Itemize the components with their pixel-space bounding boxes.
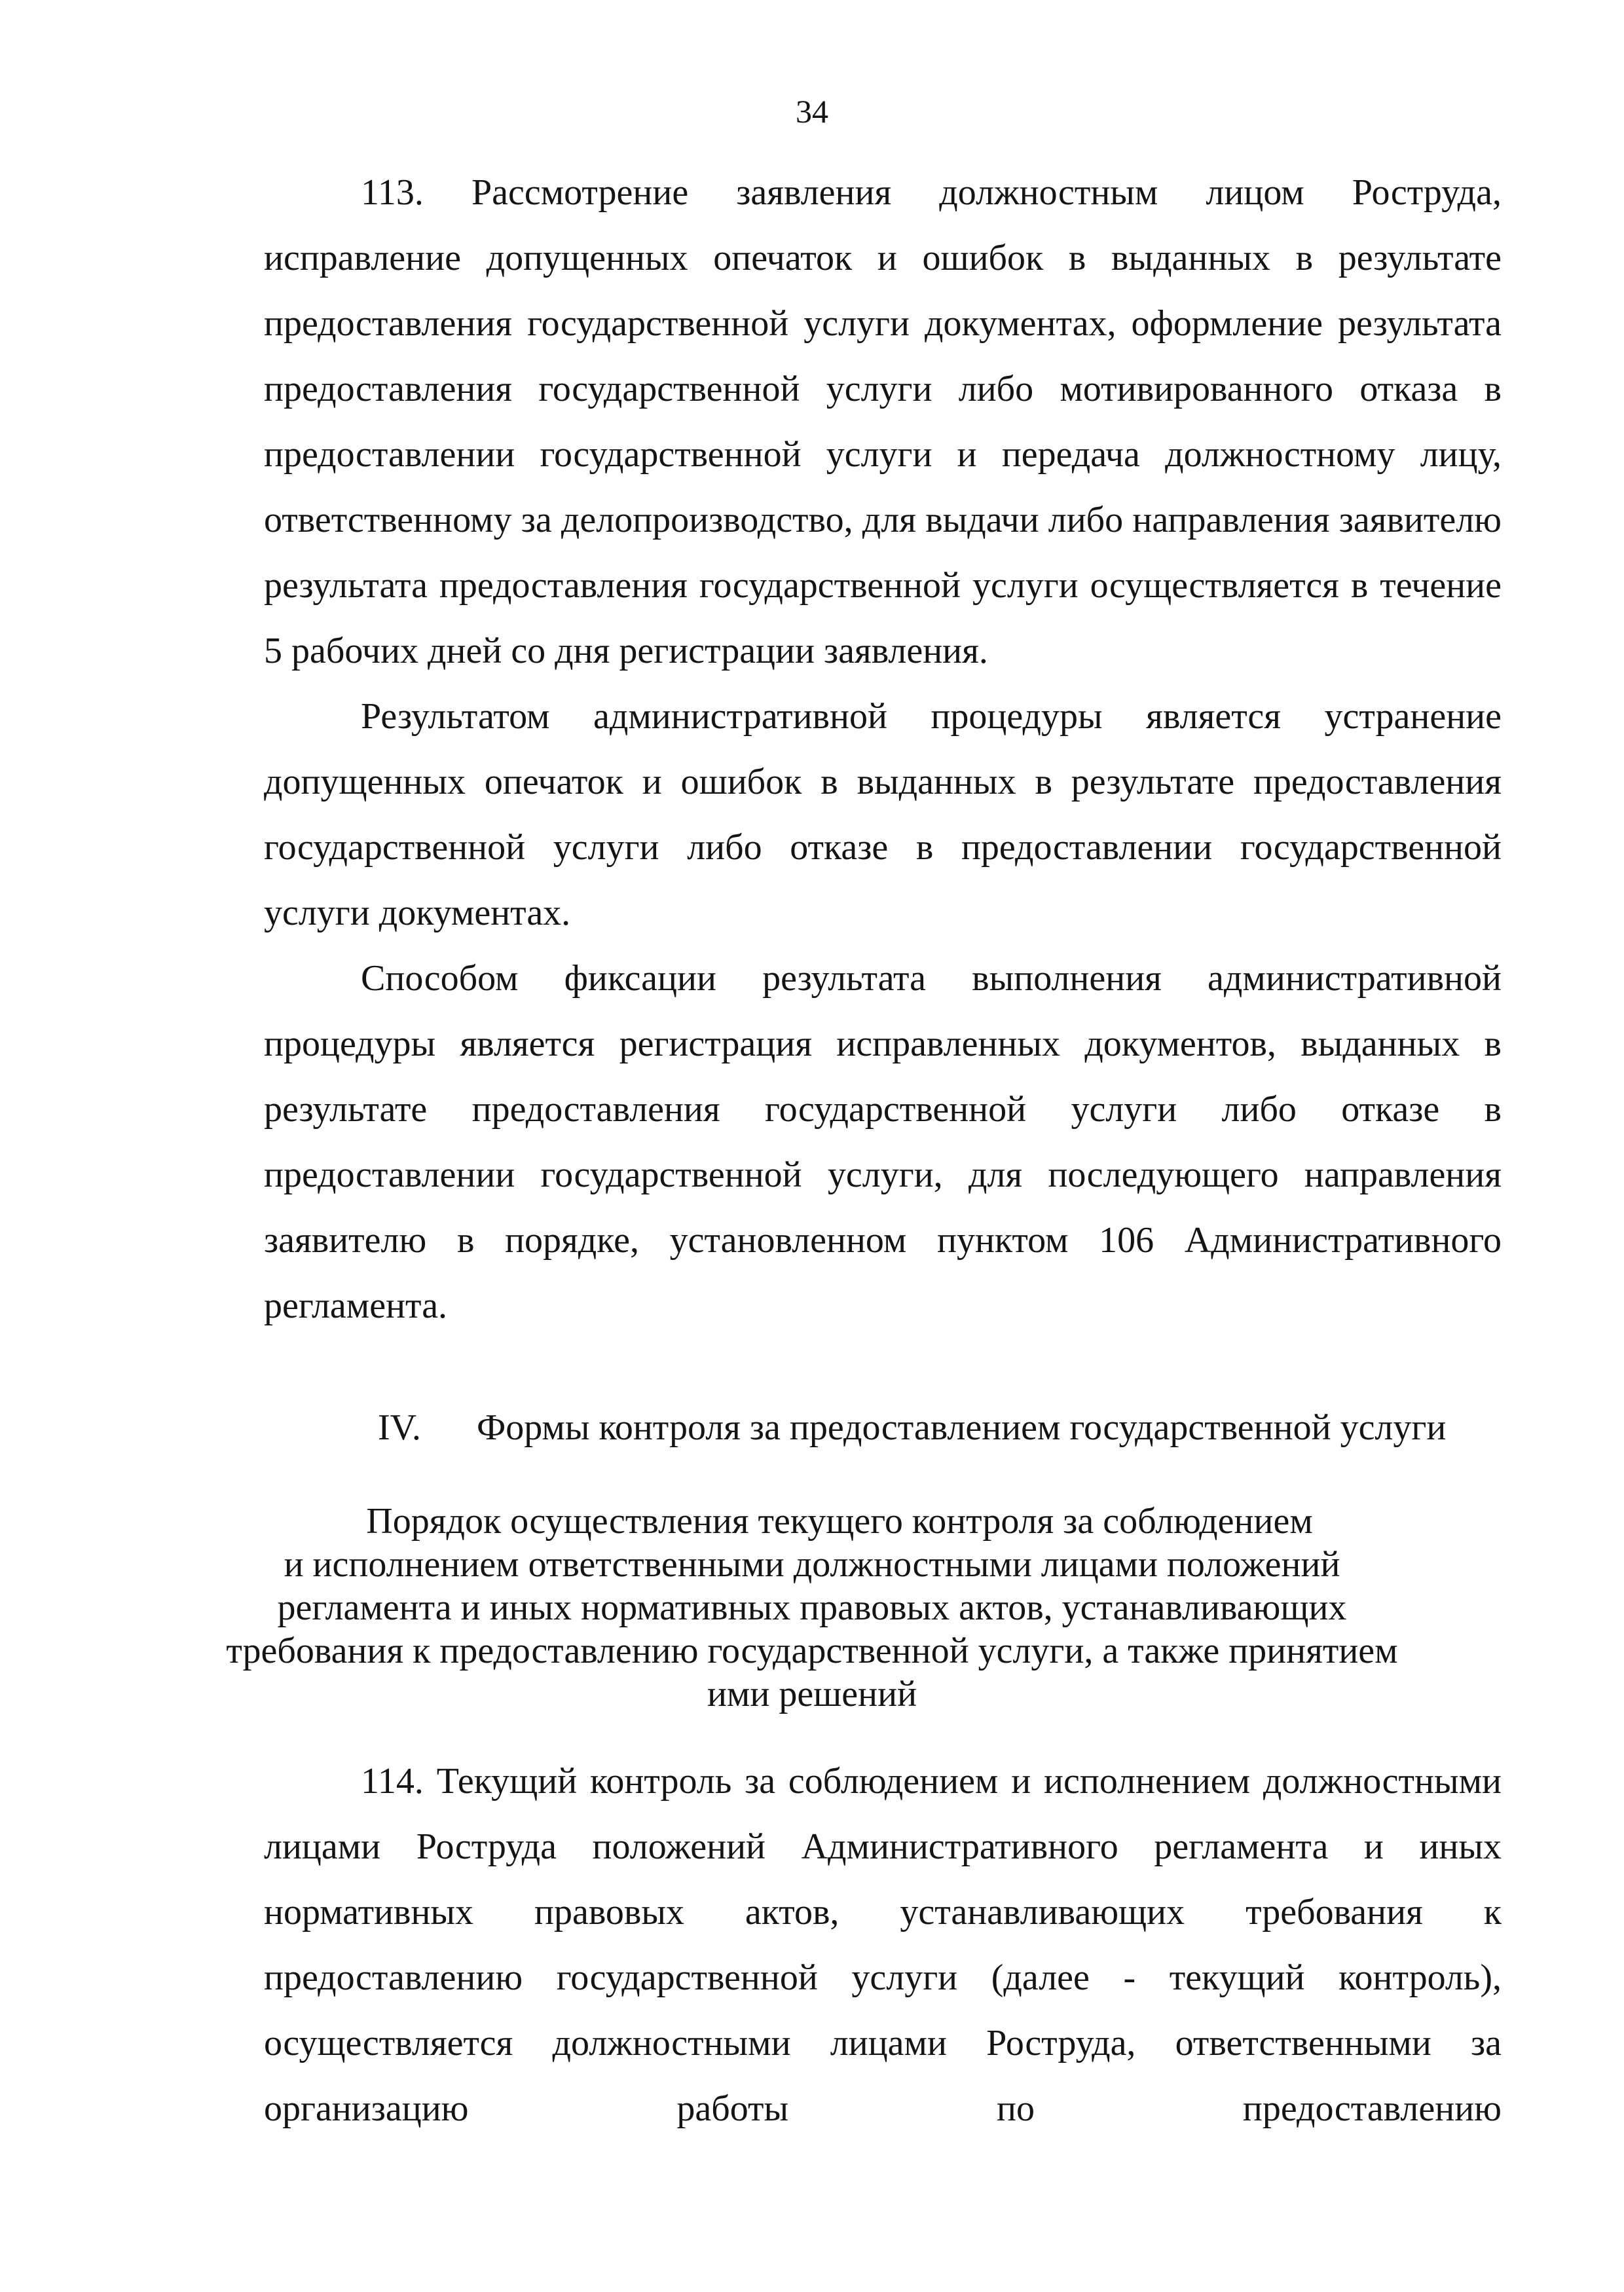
paragraph-113: 113. Рассмотрение заявления должностным лицом Роструда, исправление допущенных опечаток и ошибок в выданных в результате предоставления государственной услуги документах, оформление результата предоставления государственной услуги либо мотивированного отказа в предоставлении государственной услуги и передача должностному лицу, ответственному за делопроизводство, для выдачи либо направления заявителю результата предоставления государственной услуги осуществляется в течение 5 рабочих дней со дня регистрации заявления.: [264, 172, 1502, 671]
body-text-block: [264, 160, 1502, 1339]
subsection-heading-line: Порядок осуществления текущего контроля за соблюдением: [366, 1501, 1313, 1542]
paragraph-result: Результатом административной процедуры является устранение допущенных опечаток и ошибок в выданных в результате предоставления государственной услуги либо отказе в предоставлении государственной услуги документах.: [264, 696, 1502, 933]
paragraph-114: 114. Текущий контроль за соблюдением и исполнением должностными лицами Роструда положений Административного регламента и иных нормативных правовых актов, устанавливающих требования к предоставлению государственной услуги (далее - текущий контроль), осуществляется должностными лицами Роструда, ответственными за организацию работы по предоставлению: [264, 1761, 1502, 2129]
subsection-heading: [0, 1500, 1624, 1716]
section-title: Формы контроля за предоставлением государственной услуги: [477, 1407, 1447, 1448]
body-text-block-2: [264, 1748, 1502, 2141]
subsection-heading-line: и исполнением ответственными должностными лицами положений: [284, 1544, 1340, 1585]
paragraph-fixation: Способом фиксации результата выполнения административной процедуры является регистрация исправленных документов, выданных в результате предоставления государственной услуги либо отказе в предоставлении государственной услуги, для последующего направления заявителю в порядке, установленном пунктом 106 Административного регламента.: [264, 958, 1502, 1326]
section-numeral: IV.: [378, 1407, 421, 1448]
page-number: 34: [796, 93, 828, 130]
subsection-heading-line: требования к предоставлению государственной услуги, а также принятием: [226, 1631, 1398, 1671]
subsection-heading-line: ими решений: [707, 1674, 917, 1714]
subsection-heading-line: регламента и иных нормативных правовых актов, устанавливающих: [277, 1587, 1347, 1628]
